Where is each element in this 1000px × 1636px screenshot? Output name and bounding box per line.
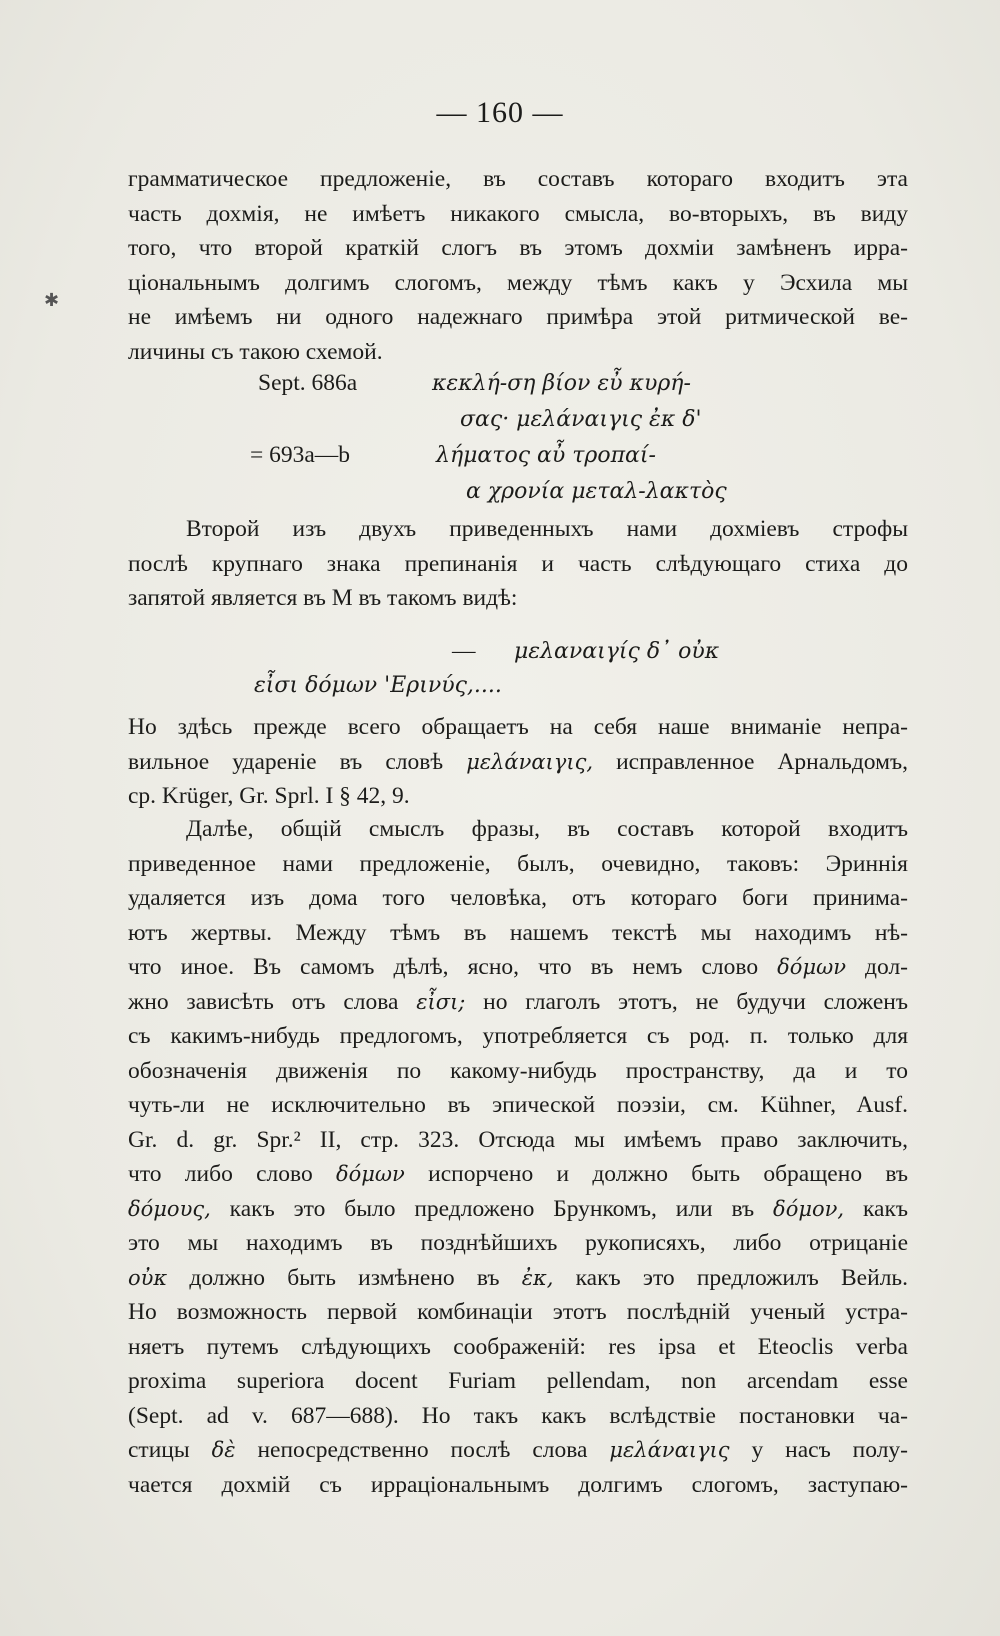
quote-line-1 xyxy=(514,638,719,665)
greek-text: σας· μελάναιγις ἐκ δ' xyxy=(460,407,702,432)
text-line: личины съ такою схемой. xyxy=(128,338,383,365)
greek-text: δόμους, xyxy=(128,1196,211,1221)
text-span: какъ это было предложено Брункомъ, или въ xyxy=(229,1195,755,1222)
text-line: обозначенія движенія по какому-нибудь пространству, да и то xyxy=(128,1057,908,1084)
text-line xyxy=(128,950,908,985)
text-line xyxy=(128,1433,908,1468)
greek-text: δόμων xyxy=(336,1162,405,1186)
text-line xyxy=(128,1261,908,1296)
text-span: жно зависѣть отъ слова xyxy=(128,988,399,1015)
verse-ref-1: Sept. 686a xyxy=(258,370,358,396)
text-line: это мы находимъ въ позднѣйшихъ рукописяхъ, либо отрицаніе xyxy=(128,1230,908,1256)
text-line: (Sept. ad v. 687—688). Но такъ какъ вслѣдствіе постановки ча- xyxy=(128,1402,908,1429)
verse-greek-2-cont xyxy=(466,478,727,505)
text-line: няетъ путемъ слѣдующихъ соображеній: res ipsa et Eteoclis verba xyxy=(128,1333,908,1360)
text-line: Gr. d. gr. Spr.² II, стр. 323. Отсюда мы имѣемъ право заключить, xyxy=(128,1126,908,1153)
text-span: стицы xyxy=(128,1437,190,1463)
text-line: ср. Krüger, Gr. Sprl. I § 42, 9. xyxy=(128,783,410,809)
page-number: — 160 — xyxy=(436,96,564,129)
greek-text: δόμον, xyxy=(773,1196,845,1221)
text-line xyxy=(128,1157,908,1192)
text-line xyxy=(128,1192,908,1227)
text-line: ютъ жертвы. Между тѣмъ въ нашемъ текстѣ мы находимъ нѣ- xyxy=(128,919,908,946)
text-line xyxy=(128,745,908,780)
text-span: должно быть измѣнено въ xyxy=(189,1264,500,1291)
text-line: Но возможность первой комбинаціи этотъ послѣдній ученый устра- xyxy=(128,1299,908,1325)
greek-text: εἶσι δόμων 'Ερινύς,.... xyxy=(254,673,502,698)
paragraph-3 xyxy=(128,710,908,814)
verse-ref-2: = 693a—b xyxy=(250,442,351,468)
text-line: запятой является въ M въ такомъ видѣ: xyxy=(128,585,518,611)
text-span: испорчено и должно быть обращено въ xyxy=(428,1161,909,1187)
text-line: чуть-ли не исключительно въ эпической поэзіи, см. Kühner, Ausf. xyxy=(128,1092,908,1118)
text-line: Но здѣсь прежде всего обращаетъ на себя наше вниманіе непра- xyxy=(128,714,908,740)
greek-text: δόμων xyxy=(777,955,846,979)
greek-text: μελάναιγις xyxy=(609,1438,730,1462)
text-span: у насъ полу- xyxy=(751,1437,908,1463)
text-span: исправленное Арнальдомъ, xyxy=(616,748,908,775)
paragraph-1 xyxy=(128,162,908,369)
paragraph-4 xyxy=(128,812,908,1502)
text-line: Далѣе, общій смыслъ фразы, въ составъ которой входитъ xyxy=(186,816,908,842)
greek-text: οὐκ xyxy=(128,1265,168,1290)
text-span: вильное удареніе въ словѣ xyxy=(128,748,444,775)
greek-text: δὲ xyxy=(211,1438,236,1462)
margin-mark: ✱ xyxy=(44,290,60,310)
quote-line-2 xyxy=(254,672,502,699)
greek-text: μελαναιγίς δ᾿ οὐκ xyxy=(514,639,720,664)
text-line: удаляется изъ дома того человѣка, отъ котораго боги принима- xyxy=(128,885,908,911)
text-line: чается дохмій съ ирраціональнымъ долгимъ слогомъ, заступаю- xyxy=(128,1471,908,1498)
text-span: что иное. Въ самомъ дѣлѣ, ясно, что въ немъ слово xyxy=(128,954,759,980)
greek-text: κεκλή-ση βίον εὖ κυρή- xyxy=(432,371,691,396)
text-line: того, что второй краткій слогъ въ этомъ дохміи замѣненъ ирра- xyxy=(128,235,908,261)
text-line: Второй изъ двухъ приведенныхъ нами дохміевъ строфы xyxy=(186,516,908,542)
text-span: но глаголъ этотъ, не будучи сложенъ xyxy=(483,988,908,1015)
verse-greek-1-cont xyxy=(460,406,702,433)
text-span: какъ это предложилъ Вейль. xyxy=(575,1264,909,1291)
text-line: грамматическое предложеніе, въ составъ котораго входитъ эта xyxy=(128,166,908,192)
text-span: дол- xyxy=(865,954,908,980)
text-span: какъ xyxy=(862,1195,909,1222)
greek-text: εἶσι; xyxy=(416,989,466,1014)
text-span: что либо слово xyxy=(128,1161,313,1187)
greek-text: μελάναιγις, xyxy=(466,749,594,774)
paragraph-2 xyxy=(128,512,908,616)
text-line: часть дохмія, не имѣетъ никакого смысла, во-вторыхъ, въ виду xyxy=(128,200,908,227)
text-line: приведенное нами предложеніе, былъ, очевидно, таковъ: Эриннія xyxy=(128,850,908,877)
greek-text: α χρονία μεταλ-λακτὸς xyxy=(466,479,727,504)
text-line: ціональнымъ долгимъ слогомъ, между тѣмъ какъ у Эсхила мы xyxy=(128,269,908,296)
text-span: непосредственно послѣ слова xyxy=(257,1437,588,1463)
verse-greek-2 xyxy=(436,442,656,469)
text-line: съ какимъ-нибудь предлогомъ, употребляется съ род. п. только для xyxy=(128,1023,908,1049)
text-line: послѣ крупнаго знака препинанія и часть слѣдующаго стиха до xyxy=(128,550,908,577)
verse-greek-1 xyxy=(432,370,691,397)
text-line: не имѣемъ ни одного надежнаго примѣра этой ритмической ве- xyxy=(128,304,908,330)
greek-text: λήματος αὖ τροπαί- xyxy=(436,443,656,468)
quote-dash: — xyxy=(452,638,476,664)
text-line xyxy=(128,985,908,1020)
greek-text: ἐκ, xyxy=(521,1265,554,1290)
text-line: proxima superiora docent Furiam pellendam, non arcendam esse xyxy=(128,1368,908,1394)
